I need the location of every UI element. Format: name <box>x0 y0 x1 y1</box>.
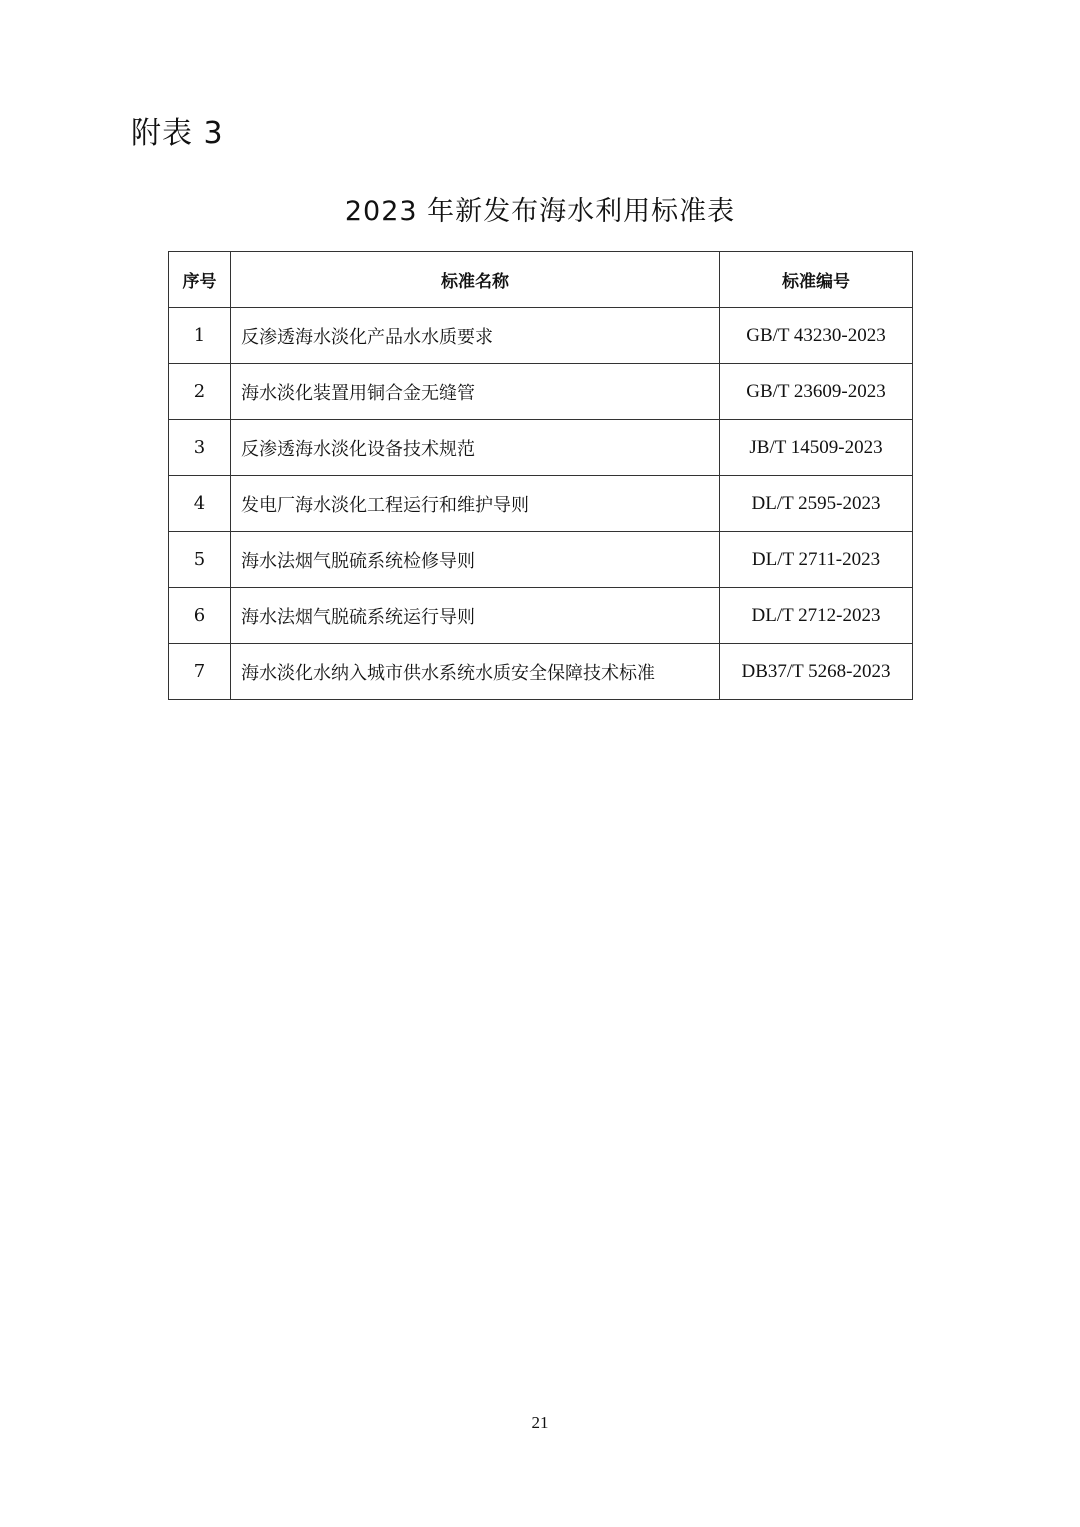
table-header-row <box>169 252 913 308</box>
table-row <box>169 644 913 700</box>
row-standard-code: DL/T 2712-2023 <box>720 588 913 644</box>
row-standard-code: DL/T 2711-2023 <box>720 532 913 588</box>
table-row <box>169 308 913 364</box>
table-row <box>169 588 913 644</box>
row-standard-code: JB/T 14509-2023 <box>720 420 913 476</box>
page-number: 21 <box>531 1413 549 1432</box>
table-row <box>169 364 913 420</box>
row-standard-name: 反渗透海水淡化设备技术规范 <box>231 420 720 476</box>
row-standard-code: DB37/T 5268-2023 <box>720 644 913 700</box>
document-title: 2023 年新发布海水利用标准表 <box>344 196 736 227</box>
row-serial-number: 7 <box>169 644 231 700</box>
row-serial-number: 2 <box>169 364 231 420</box>
header-serial-number: 序号 <box>169 252 231 308</box>
row-standard-name: 海水法烟气脱硫系统运行导则 <box>231 588 720 644</box>
row-standard-code: DL/T 2595-2023 <box>720 476 913 532</box>
row-serial-number: 4 <box>169 476 231 532</box>
row-standard-name: 反渗透海水淡化产品水水质要求 <box>231 308 720 364</box>
row-serial-number: 5 <box>169 532 231 588</box>
row-serial-number: 3 <box>169 420 231 476</box>
row-serial-number: 1 <box>169 308 231 364</box>
table-row <box>169 476 913 532</box>
header-standard-name: 标准名称 <box>231 252 720 308</box>
row-standard-code: GB/T 23609-2023 <box>720 364 913 420</box>
appendix-label: 附表 3 <box>131 116 224 151</box>
row-serial-number: 6 <box>169 588 231 644</box>
table-row <box>169 420 913 476</box>
row-standard-name: 海水法烟气脱硫系统检修导则 <box>231 532 720 588</box>
table-row <box>169 532 913 588</box>
standards-table <box>168 251 913 700</box>
header-standard-code: 标准编号 <box>720 252 913 308</box>
row-standard-code: GB/T 43230-2023 <box>720 308 913 364</box>
row-standard-name: 发电厂海水淡化工程运行和维护导则 <box>231 476 720 532</box>
row-standard-name: 海水淡化水纳入城市供水系统水质安全保障技术标准 <box>231 644 720 700</box>
row-standard-name: 海水淡化装置用铜合金无缝管 <box>231 364 720 420</box>
